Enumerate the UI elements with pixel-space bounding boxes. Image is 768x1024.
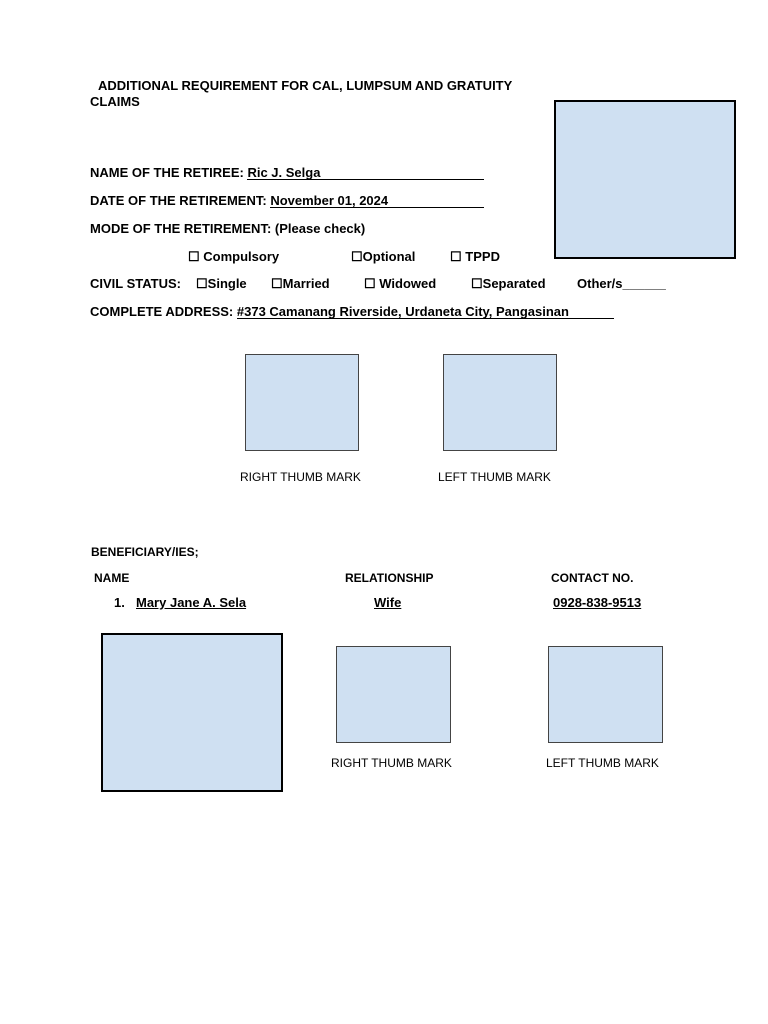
retiree-right-thumb-label: RIGHT THUMB MARK [240, 470, 361, 484]
beneficiary-right-thumb-label: RIGHT THUMB MARK [331, 756, 452, 770]
civil-option-single[interactable] [196, 276, 247, 291]
married-label: Married [282, 276, 330, 291]
civil-status-label: CIVIL STATUS: [90, 276, 181, 291]
separated-label: Separated [482, 276, 546, 291]
retirement-mode-label: MODE OF THE RETIREMENT: (Please check) [90, 221, 366, 236]
retiree-name-row [90, 165, 484, 180]
beneficiary-right-thumb-box [336, 646, 451, 743]
civil-option-others[interactable]: Other/s______ [577, 276, 666, 291]
mode-option-optional[interactable] [351, 249, 415, 264]
retirement-date-row [90, 193, 484, 208]
form-title-line1: ADDITIONAL REQUIREMENT FOR CAL, LUMPSUM AND GRATUITY [98, 78, 513, 93]
beneficiary-contact: 0928-838-9513 [553, 595, 642, 610]
optional-label: Optional [362, 249, 416, 264]
retiree-photo-box [554, 100, 736, 259]
optional-checkbox[interactable]: ☐ [351, 249, 363, 264]
single-checkbox[interactable]: ☐ [196, 276, 208, 291]
retiree-right-thumb-box [245, 354, 359, 451]
retiree-name-label: NAME OF THE RETIREE: [90, 165, 244, 180]
address-field[interactable] [237, 304, 614, 319]
address-row [90, 304, 614, 319]
col-header-contact: CONTACT NO. [551, 571, 634, 585]
civil-option-widowed[interactable] [364, 276, 436, 291]
separated-checkbox[interactable]: ☐ [471, 276, 483, 291]
civil-option-married[interactable] [271, 276, 330, 291]
retiree-name-field[interactable] [247, 165, 484, 180]
beneficiary-photo-box [101, 633, 283, 792]
beneficiary-relationship: Wife [374, 595, 402, 610]
compulsory-checkbox[interactable]: ☐ [188, 249, 200, 264]
form-title-line2: CLAIMS [90, 94, 140, 109]
retirement-date-label: DATE OF THE RETIREMENT: [90, 193, 267, 208]
address-label: COMPLETE ADDRESS: [90, 304, 234, 319]
beneficiary-left-thumb-label: LEFT THUMB MARK [546, 756, 659, 770]
mode-option-compulsory[interactable] [188, 249, 279, 264]
col-header-relationship: RELATIONSHIP [345, 571, 434, 585]
single-label: Single [207, 276, 247, 291]
beneficiary-number: 1. [114, 595, 125, 610]
widowed-checkbox[interactable]: ☐ [364, 276, 376, 291]
compulsory-label: Compulsory [203, 249, 280, 264]
mode-option-tppd[interactable] [450, 249, 500, 264]
beneficiary-name: Mary Jane A. Sela [136, 595, 247, 610]
beneficiary-left-thumb-box [548, 646, 663, 743]
retirement-date-value: November 01, 2024 [270, 193, 389, 208]
civil-option-separated[interactable] [471, 276, 546, 291]
beneficiaries-heading: BENEFICIARY/IES; [91, 545, 199, 559]
retirement-date-field[interactable] [270, 193, 484, 208]
retiree-left-thumb-label: LEFT THUMB MARK [438, 470, 551, 484]
address-value: #373 Camanang Riverside, Urdaneta City, Pangasinan [236, 304, 569, 319]
retiree-name-value: Ric J. Selga [247, 165, 321, 180]
col-header-name: NAME [94, 571, 130, 585]
married-checkbox[interactable]: ☐ [271, 276, 283, 291]
tppd-checkbox[interactable]: ☐ [450, 249, 462, 264]
retiree-left-thumb-box [443, 354, 557, 451]
tppd-label: TPPD [465, 249, 500, 264]
widowed-label: Widowed [379, 276, 437, 291]
